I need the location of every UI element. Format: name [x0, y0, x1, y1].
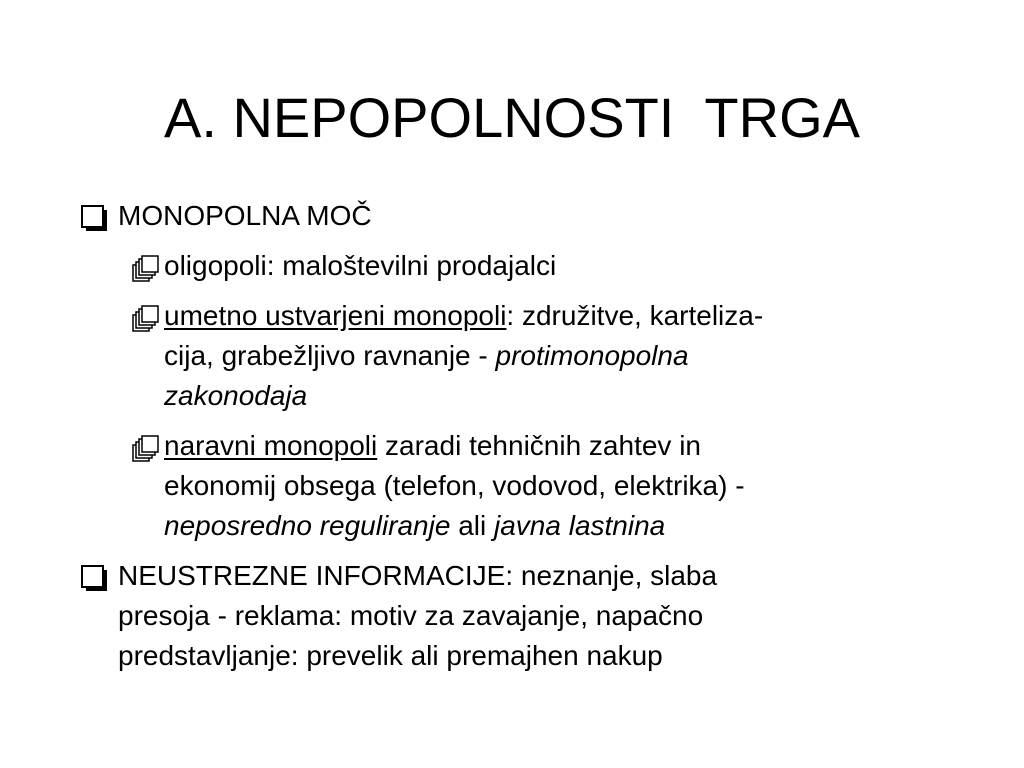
underlined-term: naravni monopoli	[164, 430, 378, 461]
sub-bullet-text: oligopoli: maloštevilni prodajalci	[164, 250, 557, 281]
text-segment: cija, grabežljivo ravnanje -	[164, 340, 496, 371]
italic-term: javna lastnina	[494, 510, 666, 541]
sub-bullet-text	[164, 426, 904, 546]
stacked-pages-icon	[130, 303, 160, 333]
text-segment: : združitve, karteliza-	[506, 300, 764, 331]
hollow-square-icon	[80, 202, 114, 232]
text-segment: ekonomij obsega (telefon, vodovod, elektrika) -	[164, 470, 745, 501]
underlined-term: umetno ustvarjeni monopoli	[164, 300, 507, 331]
stacked-pages-icon	[130, 253, 160, 283]
slide-title: A. NEPOPOLNOSTI TRGA	[163, 86, 860, 149]
italic-term: protimonopolna	[495, 340, 689, 371]
sub-bullet-text	[164, 296, 904, 416]
bullet-text: MONOPOLNA MOČ	[118, 200, 372, 231]
stacked-pages-icon	[130, 433, 160, 463]
text-line: NEUSTREZNE INFORMACIJE: neznanje, slaba	[118, 560, 718, 591]
hollow-square-icon	[80, 562, 114, 592]
italic-term: neposredno reguliranje	[164, 510, 451, 541]
text-line: predstavljanje: prevelik ali premajhen nakup	[118, 640, 663, 671]
text-segment: ali	[450, 510, 495, 541]
text-line: presoja - reklama: motiv za zavajanje, napačno	[118, 600, 704, 631]
bullet-text	[118, 556, 978, 676]
text-segment: zaradi tehničnih zahtev in	[377, 430, 701, 461]
italic-term: zakonodaja	[164, 380, 308, 411]
